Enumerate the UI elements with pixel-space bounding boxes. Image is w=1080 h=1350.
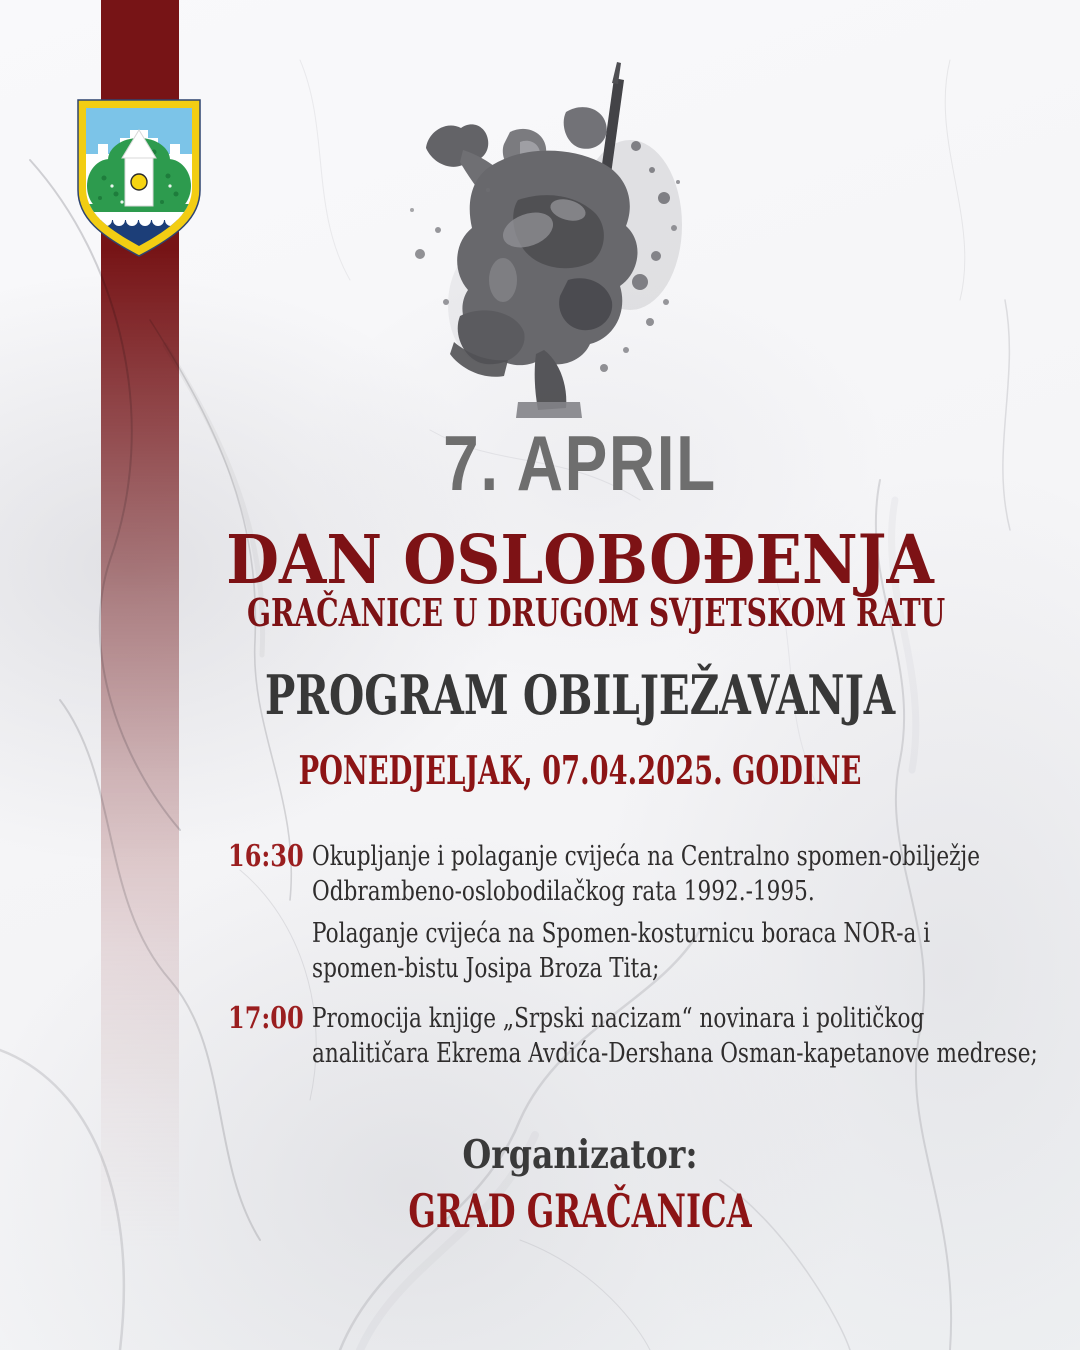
schedule-section — [228, 839, 1038, 1071]
schedule-line: analitičara Ekrema Avdića-Dershana Osman-kapetanove medrese; — [312, 1037, 1038, 1069]
city-emblem-icon — [72, 94, 206, 260]
time-label: 16:30 — [228, 839, 304, 874]
time-label: 17:00 — [228, 1001, 304, 1036]
schedule-item-texts — [312, 840, 1080, 986]
organizer-label: Organizator: — [462, 1132, 698, 1178]
schedule-line: Odbrambeno-oslobodilačkog rata 1992.-1995. — [312, 875, 815, 907]
schedule-row — [228, 840, 1028, 986]
schedule-paragraph — [312, 840, 1080, 909]
main-title: DAN OSLOBOĐENJA — [226, 520, 934, 599]
day-title: 7. APRIL — [443, 419, 717, 507]
schedule-line: spomen-bistu Josipa Broza Tita; — [312, 952, 660, 984]
organizer-name: GRAD GRAČANICA — [408, 1184, 752, 1238]
subtitle: GRAČANICE U DRUGOM SVJETSKOM RATU — [247, 590, 946, 635]
date-heading: PONEDJELJAK, 07.04.2025. GODINE — [298, 748, 862, 794]
schedule-row — [228, 1001, 1038, 1071]
schedule-paragraph — [312, 917, 1080, 986]
program-heading: PROGRAM OBILJEŽAVANJA — [264, 663, 896, 727]
schedule-line: Okupljanje i polaganje cvijeća na Centralno spomen-obilježje — [312, 841, 980, 872]
schedule-line: Polaganje cvijeća na Spomen-kosturnicu boraca NOR-a i — [312, 918, 931, 949]
schedule-paragraph — [312, 1002, 1080, 1071]
schedule-line: Promocija knjige „Srpski nacizam“ novinara i političkog — [312, 1003, 925, 1034]
schedule-item-texts — [312, 1002, 1080, 1071]
monument-statue-image — [368, 50, 708, 420]
